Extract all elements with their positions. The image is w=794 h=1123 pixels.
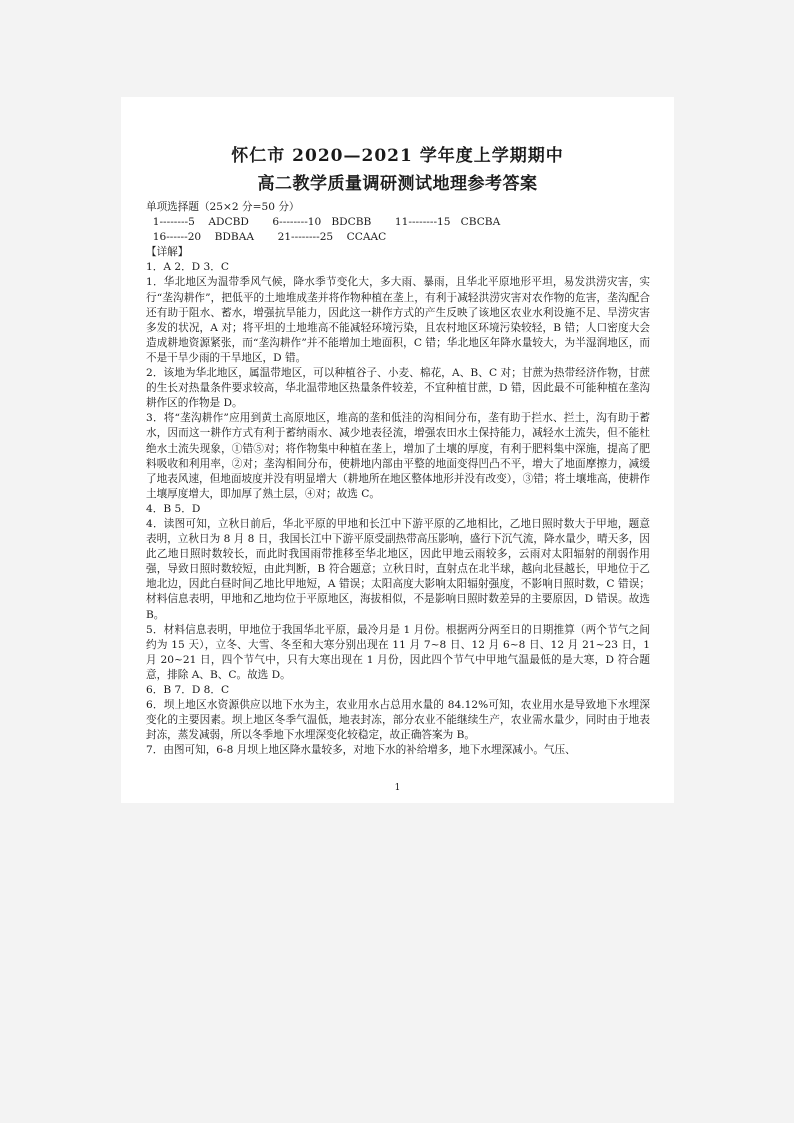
answer-key-row-2: 16------20 BDBAA 21--------25 CCAAC — [146, 231, 387, 244]
answers-4-5: 4．B 5．D — [146, 502, 201, 515]
document-page — [121, 97, 674, 803]
explanation-q5: 5．材料信息表明，甲地位于我国华北平原，最冷月是 1 月份。根据两分两至日的日期推算（两个节气之间约为 15 天），立冬、大雪、冬至和大寒分别出现在 11 月 7~8 日、12 月 6~8 日、12 月 21~23 日，1 月 20~21 日，四个节气中，只有大寒出现在 1 月份，因此四个节气中甲地气温最低的是大寒，D 符合题意，排除 A、B、C。故选 D。 — [146, 623, 650, 681]
answers-1-3: 1．A 2．D 3．C — [146, 261, 229, 274]
section-header: 单项选择题（25×2 分=50 分） — [146, 201, 300, 213]
explanation-q3: 3．将“垄沟耕作”应用到黄土高原地区，堆高的垄和低洼的沟相间分布，垄有助于拦水、拦土，沟有助于蓄水，因而这一耕作方式有利于蓄纳雨水、减少地表径流，增强农田水土保持能力，减轻水土流失，但不能杜绝水土流失现象，①错⑤对；将作物集中种植在垄上，增加了土壤的厚度，有利于肥料集中深施，提高了肥料吸收和利用率，②对；垄沟相间分布，使耕地内部由平整的地面变得凹凸不平，增大了地面摩擦力，减缓了地表风速，但地面坡度并没有明显增大（耕地所在地区整体地形并没有改变），③错；将土壤堆高，使耕作土壤厚度增大，即加厚了熟土层，④对；故选 C。 — [146, 412, 650, 500]
explanation-q1: 1．华北地区为温带季风气候，降水季节变化大，多大雨、暴雨，且华北平原地形平坦，易发洪涝灾害，实行“垄沟耕作”，把低平的土地堆成垄并将作物种植在垄上，有利于减轻洪涝灾害对农作物的危害，垄沟配合还有助于阻水、蓄水，增强抗旱能力，因此这一耕作方式的产生反映了该地区农业水利设施不足、旱涝灾害多发的状况，A 对；将平坦的土地堆高不能减轻环境污染，且农村地区环境污染较轻，B 错；人口密度大会造成耕地资源紧张，而“垄沟耕作”并不能增加土地面积，C 错；华北地区年降水量较大，为半湿润地区，而不是干旱少雨的干旱地区，D 错。 — [146, 276, 650, 364]
document-title-line1: 怀仁市 2020—2021 学年度上学期期中 — [231, 146, 564, 166]
page-number: 1 — [394, 783, 401, 793]
detail-label: 【详解】 — [146, 246, 189, 259]
answers-6-8: 6．B 7．D 8．C — [146, 684, 230, 696]
answer-key-row-1: 1--------5 ADCBD 6--------10 BDCBB 11--------15 CBCBA — [146, 216, 501, 229]
document-body — [146, 200, 650, 758]
explanation-q7: 7．由图可知，6-8 月坝上地区降水量较多，对地下水的补给增多，地下水埋深减小。气压、 — [146, 744, 576, 757]
explanation-q2: 2．该地为华北地区，属温带地区，可以种植谷子、小麦、棉花，A、B、C 对；甘蔗为热带经济作物，甘蔗的生长对热量条件要求较高，华北温带地区热量条件较差，不宜种植甘蔗，D 错，因此最不可能种植在垄沟耕作区的作物是 D。 — [146, 367, 650, 410]
explanation-q6: 6．坝上地区水资源供应以地下水为主，农业用水占总用水量的 84.12%可知，农业用水是导致地下水埋深变化的主要因素。坝上地区冬季气温低，地表封冻，部分农业不能继续生产，农业需水量少，同时由于地表封冻，蒸发减弱，所以冬季地下水埋深变化较稳定，故正确答案为 B。 — [146, 699, 650, 742]
document-title-line2: 高二教学质量调研测试地理参考答案 — [257, 174, 538, 194]
explanation-q4: 4．读图可知，立秋日前后，华北平原的甲地和长江中下游平原的乙地相比，乙地日照时数大于甲地，题意表明，立秋日为 8 月 8 日，我国长江中下游平原受副热带高压影响，盛行下沉气流，降水量少，晴天多，因此乙地日照时数较长，而此时我国雨带推移至华北地区，因此甲地云雨较多，云雨对太阳辐射的削弱作用强，导致日照时数较短，由此判断，B 符合题意；立秋日时，直射点在北半球，越向北昼越长，甲地位于乙地北边，因此白昼时间乙地比甲地短，A 错误；太阳高度大影响太阳辐射强度，不影响日照时数，C 错误；材料信息表明，甲地和乙地均位于平原地区，海拔相似，不是影响日照时数差异的主要原因，D 错误。故选 B。 — [146, 517, 650, 621]
